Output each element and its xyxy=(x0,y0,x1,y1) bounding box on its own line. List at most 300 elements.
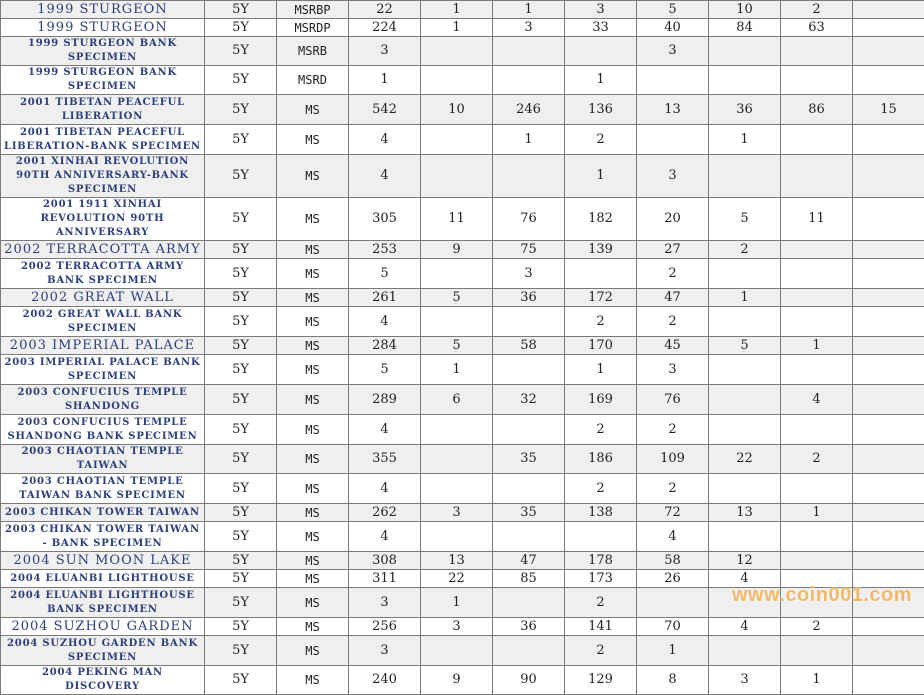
count-cell xyxy=(853,155,924,198)
count-cell xyxy=(853,618,924,636)
count-cell xyxy=(493,355,565,385)
count-cell: 45 xyxy=(637,337,709,355)
count-cell: 8 xyxy=(637,666,709,695)
count-cell: 2 xyxy=(709,241,781,259)
count-cell: 2 xyxy=(637,259,709,289)
count-cell: 1 xyxy=(493,1,565,19)
denomination-cell: 5Y xyxy=(205,66,277,95)
total-cell: 289 xyxy=(349,385,421,415)
count-cell: 22 xyxy=(421,570,493,588)
coin-name-cell: 2004 ELUANBI LIGHTHOUSE xyxy=(1,570,205,588)
count-cell xyxy=(781,125,853,155)
total-cell: 4 xyxy=(349,307,421,337)
table-row xyxy=(1,125,924,155)
coin-name-cell: 2003 IMPERIAL PALACE BANK SPECIMEN xyxy=(1,355,205,385)
count-cell: 169 xyxy=(565,385,637,415)
table-row xyxy=(1,155,924,198)
coin-name-cell: 2003 CONFUCIUS TEMPLE SHANDONG BANK SPECIMEN xyxy=(1,415,205,445)
count-cell xyxy=(493,66,565,95)
coin-name-cell: 2003 CHAOTIAN TEMPLE TAIWAN xyxy=(1,445,205,474)
count-cell xyxy=(709,66,781,95)
total-cell: 3 xyxy=(349,37,421,66)
denomination-cell: 5Y xyxy=(205,155,277,198)
grade-cell: MS xyxy=(277,445,349,474)
total-cell: 305 xyxy=(349,198,421,241)
grade-cell: MS xyxy=(277,588,349,618)
count-cell xyxy=(781,552,853,570)
grade-cell: MS xyxy=(277,570,349,588)
total-cell: 4 xyxy=(349,474,421,504)
count-cell: 2 xyxy=(637,415,709,445)
grade-cell: MSRB xyxy=(277,37,349,66)
count-cell xyxy=(637,125,709,155)
count-cell: 1 xyxy=(421,355,493,385)
table-row xyxy=(1,289,924,307)
coin-name-cell: 2001 1911 XINHAI REVOLUTION 90TH ANNIVERSARY xyxy=(1,198,205,241)
count-cell xyxy=(781,259,853,289)
count-cell xyxy=(709,259,781,289)
count-cell xyxy=(565,259,637,289)
denomination-cell: 5Y xyxy=(205,522,277,552)
count-cell: 1 xyxy=(709,289,781,307)
count-cell: 186 xyxy=(565,445,637,474)
count-cell: 3 xyxy=(565,1,637,19)
grade-cell: MS xyxy=(277,522,349,552)
count-cell xyxy=(853,37,924,66)
denomination-cell: 5Y xyxy=(205,289,277,307)
count-cell xyxy=(781,66,853,95)
count-cell xyxy=(421,259,493,289)
count-cell xyxy=(421,474,493,504)
count-cell xyxy=(493,415,565,445)
count-cell: 1 xyxy=(493,125,565,155)
count-cell: 35 xyxy=(493,445,565,474)
count-cell: 33 xyxy=(565,19,637,37)
denomination-cell: 5Y xyxy=(205,504,277,522)
count-cell xyxy=(565,37,637,66)
coin-name-cell: 2001 XINHAI REVOLUTION 90TH ANNIVERSARY-BANK SPECIMEN xyxy=(1,155,205,198)
total-cell: 5 xyxy=(349,355,421,385)
coin-name-cell: 2002 TERRACOTTA ARMY BANK SPECIMEN xyxy=(1,259,205,289)
count-cell xyxy=(421,307,493,337)
count-cell xyxy=(853,355,924,385)
count-cell: 3 xyxy=(637,355,709,385)
count-cell: 3 xyxy=(709,666,781,695)
denomination-cell: 5Y xyxy=(205,198,277,241)
count-cell xyxy=(853,474,924,504)
count-cell: 9 xyxy=(421,666,493,695)
table-row xyxy=(1,415,924,445)
table-row xyxy=(1,636,924,666)
grade-cell: MS xyxy=(277,155,349,198)
total-cell: 5 xyxy=(349,259,421,289)
count-cell: 26 xyxy=(637,570,709,588)
count-cell xyxy=(493,522,565,552)
count-cell xyxy=(709,474,781,504)
grade-cell: MS xyxy=(277,259,349,289)
denomination-cell: 5Y xyxy=(205,337,277,355)
denomination-cell: 5Y xyxy=(205,355,277,385)
count-cell: 3 xyxy=(493,259,565,289)
table-row xyxy=(1,37,924,66)
grade-cell: MS xyxy=(277,666,349,695)
coin-name-cell: 2004 PEKING MAN DISCOVERY xyxy=(1,666,205,695)
count-cell xyxy=(709,636,781,666)
count-cell: 4 xyxy=(709,618,781,636)
count-cell: 2 xyxy=(565,474,637,504)
count-cell: 3 xyxy=(421,618,493,636)
count-cell: 72 xyxy=(637,504,709,522)
coin-name-cell: 1999 STURGEON BANK SPECIMEN xyxy=(1,66,205,95)
count-cell xyxy=(781,522,853,552)
denomination-cell: 5Y xyxy=(205,37,277,66)
count-cell: 15 xyxy=(853,95,924,125)
count-cell xyxy=(637,66,709,95)
count-cell xyxy=(853,504,924,522)
count-cell xyxy=(853,552,924,570)
total-cell: 22 xyxy=(349,1,421,19)
count-cell: 246 xyxy=(493,95,565,125)
count-cell xyxy=(853,241,924,259)
coin-name-cell: 2004 SUN MOON LAKE xyxy=(1,552,205,570)
count-cell xyxy=(853,307,924,337)
count-cell xyxy=(853,198,924,241)
count-cell: 1 xyxy=(637,636,709,666)
table-row xyxy=(1,666,924,695)
count-cell xyxy=(853,385,924,415)
count-cell: 1 xyxy=(565,66,637,95)
total-cell: 4 xyxy=(349,125,421,155)
table-row xyxy=(1,474,924,504)
count-cell: 27 xyxy=(637,241,709,259)
table-row xyxy=(1,522,924,552)
count-cell: 11 xyxy=(421,198,493,241)
denomination-cell: 5Y xyxy=(205,19,277,37)
grade-cell: MS xyxy=(277,125,349,155)
count-cell xyxy=(421,636,493,666)
count-cell xyxy=(781,37,853,66)
table-row xyxy=(1,95,924,125)
grade-cell: MSRDP xyxy=(277,19,349,37)
table-row xyxy=(1,337,924,355)
count-cell: 9 xyxy=(421,241,493,259)
count-cell: 2 xyxy=(565,415,637,445)
count-cell xyxy=(853,445,924,474)
count-cell: 170 xyxy=(565,337,637,355)
total-cell: 542 xyxy=(349,95,421,125)
count-cell: 5 xyxy=(421,289,493,307)
count-cell xyxy=(493,155,565,198)
count-cell: 11 xyxy=(781,198,853,241)
watermark-logo: www.coin001.com xyxy=(732,584,912,607)
table-row xyxy=(1,385,924,415)
count-cell xyxy=(781,307,853,337)
count-cell xyxy=(781,474,853,504)
coin-name-cell: 2002 TERRACOTTA ARMY xyxy=(1,241,205,259)
count-cell: 2 xyxy=(781,445,853,474)
count-cell: 141 xyxy=(565,618,637,636)
denomination-cell: 5Y xyxy=(205,445,277,474)
count-cell: 138 xyxy=(565,504,637,522)
count-cell xyxy=(853,1,924,19)
count-cell: 20 xyxy=(637,198,709,241)
grade-cell: MS xyxy=(277,95,349,125)
count-cell: 2 xyxy=(781,618,853,636)
total-cell: 253 xyxy=(349,241,421,259)
denomination-cell: 5Y xyxy=(205,259,277,289)
count-cell: 3 xyxy=(493,19,565,37)
coin-name-cell: 1999 STURGEON xyxy=(1,19,205,37)
count-cell: 3 xyxy=(421,504,493,522)
table-row xyxy=(1,618,924,636)
count-cell: 2 xyxy=(637,474,709,504)
table-row xyxy=(1,198,924,241)
count-cell: 10 xyxy=(709,1,781,19)
count-cell: 1 xyxy=(565,155,637,198)
count-cell: 1 xyxy=(421,1,493,19)
count-cell xyxy=(853,415,924,445)
denomination-cell: 5Y xyxy=(205,618,277,636)
denomination-cell: 5Y xyxy=(205,666,277,695)
count-cell: 40 xyxy=(637,19,709,37)
count-cell: 178 xyxy=(565,552,637,570)
grade-cell: MS xyxy=(277,241,349,259)
count-cell: 1 xyxy=(781,504,853,522)
coin-name-cell: 2001 TIBETAN PEACEFUL LIBERATION-BANK SPECIMEN xyxy=(1,125,205,155)
table-row xyxy=(1,259,924,289)
coin-name-cell: 2002 GREAT WALL BANK SPECIMEN xyxy=(1,307,205,337)
coin-name-cell: 1999 STURGEON xyxy=(1,1,205,19)
count-cell: 4 xyxy=(781,385,853,415)
table-row xyxy=(1,445,924,474)
count-cell xyxy=(493,636,565,666)
denomination-cell: 5Y xyxy=(205,385,277,415)
count-cell: 47 xyxy=(493,552,565,570)
denomination-cell: 5Y xyxy=(205,636,277,666)
count-cell: 1 xyxy=(421,588,493,618)
count-cell: 1 xyxy=(781,666,853,695)
total-cell: 262 xyxy=(349,504,421,522)
count-cell xyxy=(781,241,853,259)
count-cell: 1 xyxy=(709,125,781,155)
total-cell: 355 xyxy=(349,445,421,474)
count-cell: 85 xyxy=(493,570,565,588)
count-cell: 5 xyxy=(637,1,709,19)
denomination-cell: 5Y xyxy=(205,552,277,570)
total-cell: 224 xyxy=(349,19,421,37)
count-cell: 1 xyxy=(781,337,853,355)
count-cell: 1 xyxy=(421,19,493,37)
grade-cell: MS xyxy=(277,618,349,636)
count-cell: 58 xyxy=(637,552,709,570)
count-cell xyxy=(709,155,781,198)
total-cell: 261 xyxy=(349,289,421,307)
total-cell: 256 xyxy=(349,618,421,636)
denomination-cell: 5Y xyxy=(205,125,277,155)
coin-name-cell: 2004 SUZHOU GARDEN BANK SPECIMEN xyxy=(1,636,205,666)
count-cell xyxy=(853,19,924,37)
count-cell: 32 xyxy=(493,385,565,415)
grade-cell: MS xyxy=(277,636,349,666)
count-cell xyxy=(493,474,565,504)
count-cell xyxy=(421,155,493,198)
count-cell xyxy=(421,522,493,552)
count-cell: 22 xyxy=(709,445,781,474)
denomination-cell: 5Y xyxy=(205,307,277,337)
count-cell xyxy=(853,259,924,289)
coin-name-cell: 2003 CONFUCIUS TEMPLE SHANDONG xyxy=(1,385,205,415)
count-cell xyxy=(781,355,853,385)
total-cell: 311 xyxy=(349,570,421,588)
count-cell: 129 xyxy=(565,666,637,695)
count-cell xyxy=(853,337,924,355)
grade-cell: MSRD xyxy=(277,66,349,95)
count-cell: 2 xyxy=(781,1,853,19)
grade-cell: MS xyxy=(277,289,349,307)
count-cell xyxy=(493,37,565,66)
count-cell: 13 xyxy=(637,95,709,125)
count-cell: 35 xyxy=(493,504,565,522)
count-cell: 58 xyxy=(493,337,565,355)
total-cell: 4 xyxy=(349,415,421,445)
count-cell: 84 xyxy=(709,19,781,37)
count-cell xyxy=(853,125,924,155)
count-cell xyxy=(421,415,493,445)
grade-cell: MS xyxy=(277,355,349,385)
grade-cell: MS xyxy=(277,307,349,337)
total-cell: 308 xyxy=(349,552,421,570)
count-cell: 90 xyxy=(493,666,565,695)
count-cell xyxy=(709,522,781,552)
coin-name-cell: 2004 ELUANBI LIGHTHOUSE BANK SPECIMEN xyxy=(1,588,205,618)
count-cell: 36 xyxy=(493,289,565,307)
count-cell xyxy=(853,522,924,552)
total-cell: 240 xyxy=(349,666,421,695)
coin-name-cell: 2003 CHAOTIAN TEMPLE TAIWAN BANK SPECIMEN xyxy=(1,474,205,504)
count-cell: 3 xyxy=(637,155,709,198)
table-row xyxy=(1,504,924,522)
count-cell: 75 xyxy=(493,241,565,259)
count-cell xyxy=(493,588,565,618)
count-cell: 76 xyxy=(493,198,565,241)
count-cell: 139 xyxy=(565,241,637,259)
count-cell: 86 xyxy=(781,95,853,125)
count-cell: 136 xyxy=(565,95,637,125)
coin-name-cell: 2003 CHIKAN TOWER TAIWAN - BANK SPECIMEN xyxy=(1,522,205,552)
count-cell: 12 xyxy=(709,552,781,570)
count-cell: 36 xyxy=(493,618,565,636)
count-cell xyxy=(853,666,924,695)
table-row xyxy=(1,552,924,570)
denomination-cell: 5Y xyxy=(205,241,277,259)
count-cell: 4 xyxy=(637,522,709,552)
count-cell xyxy=(421,125,493,155)
grade-cell: MS xyxy=(277,198,349,241)
total-cell: 284 xyxy=(349,337,421,355)
count-cell xyxy=(709,385,781,415)
table-row xyxy=(1,66,924,95)
denomination-cell: 5Y xyxy=(205,1,277,19)
table-row xyxy=(1,19,924,37)
coin-name-cell: 1999 STURGEON BANK SPECIMEN xyxy=(1,37,205,66)
count-cell xyxy=(853,636,924,666)
count-cell xyxy=(565,522,637,552)
total-cell: 3 xyxy=(349,588,421,618)
count-cell: 63 xyxy=(781,19,853,37)
total-cell: 4 xyxy=(349,522,421,552)
table-row xyxy=(1,307,924,337)
count-cell: 2 xyxy=(637,307,709,337)
grade-cell: MS xyxy=(277,385,349,415)
grade-cell: MS xyxy=(277,504,349,522)
grade-cell: MS xyxy=(277,552,349,570)
count-cell xyxy=(709,37,781,66)
count-cell xyxy=(637,588,709,618)
count-cell xyxy=(421,445,493,474)
count-cell: 1 xyxy=(565,355,637,385)
count-cell xyxy=(853,66,924,95)
count-cell: 13 xyxy=(421,552,493,570)
count-cell: 70 xyxy=(637,618,709,636)
count-cell: 4 xyxy=(709,570,781,588)
count-cell: 10 xyxy=(421,95,493,125)
count-cell xyxy=(421,37,493,66)
coin-name-cell: 2001 TIBETAN PEACEFUL LIBERATION xyxy=(1,95,205,125)
count-cell: 36 xyxy=(709,95,781,125)
grade-cell: MS xyxy=(277,337,349,355)
count-cell: 13 xyxy=(709,504,781,522)
count-cell: 109 xyxy=(637,445,709,474)
grade-cell: MS xyxy=(277,474,349,504)
count-cell: 5 xyxy=(709,337,781,355)
denomination-cell: 5Y xyxy=(205,474,277,504)
total-cell: 3 xyxy=(349,636,421,666)
denomination-cell: 5Y xyxy=(205,415,277,445)
count-cell xyxy=(709,415,781,445)
denomination-cell: 5Y xyxy=(205,588,277,618)
count-cell: 2 xyxy=(565,588,637,618)
count-cell xyxy=(493,307,565,337)
count-cell: 2 xyxy=(565,125,637,155)
count-cell: 6 xyxy=(421,385,493,415)
count-cell: 2 xyxy=(565,307,637,337)
count-cell: 172 xyxy=(565,289,637,307)
grade-cell: MSRBP xyxy=(277,1,349,19)
count-cell: 173 xyxy=(565,570,637,588)
count-cell xyxy=(781,289,853,307)
count-cell: 2 xyxy=(565,636,637,666)
count-cell xyxy=(781,155,853,198)
denomination-cell: 5Y xyxy=(205,570,277,588)
coin-name-cell: 2004 SUZHOU GARDEN xyxy=(1,618,205,636)
grade-cell: MS xyxy=(277,415,349,445)
count-cell: 5 xyxy=(709,198,781,241)
table-row xyxy=(1,1,924,19)
denomination-cell: 5Y xyxy=(205,95,277,125)
count-cell: 3 xyxy=(637,37,709,66)
count-cell xyxy=(781,636,853,666)
count-cell: 76 xyxy=(637,385,709,415)
count-cell xyxy=(709,355,781,385)
count-cell xyxy=(421,66,493,95)
coin-name-cell: 2003 CHIKAN TOWER TAIWAN xyxy=(1,504,205,522)
table-row xyxy=(1,241,924,259)
table-row xyxy=(1,355,924,385)
count-cell xyxy=(781,415,853,445)
coin-name-cell: 2002 GREAT WALL xyxy=(1,289,205,307)
count-cell: 5 xyxy=(421,337,493,355)
count-cell xyxy=(853,289,924,307)
